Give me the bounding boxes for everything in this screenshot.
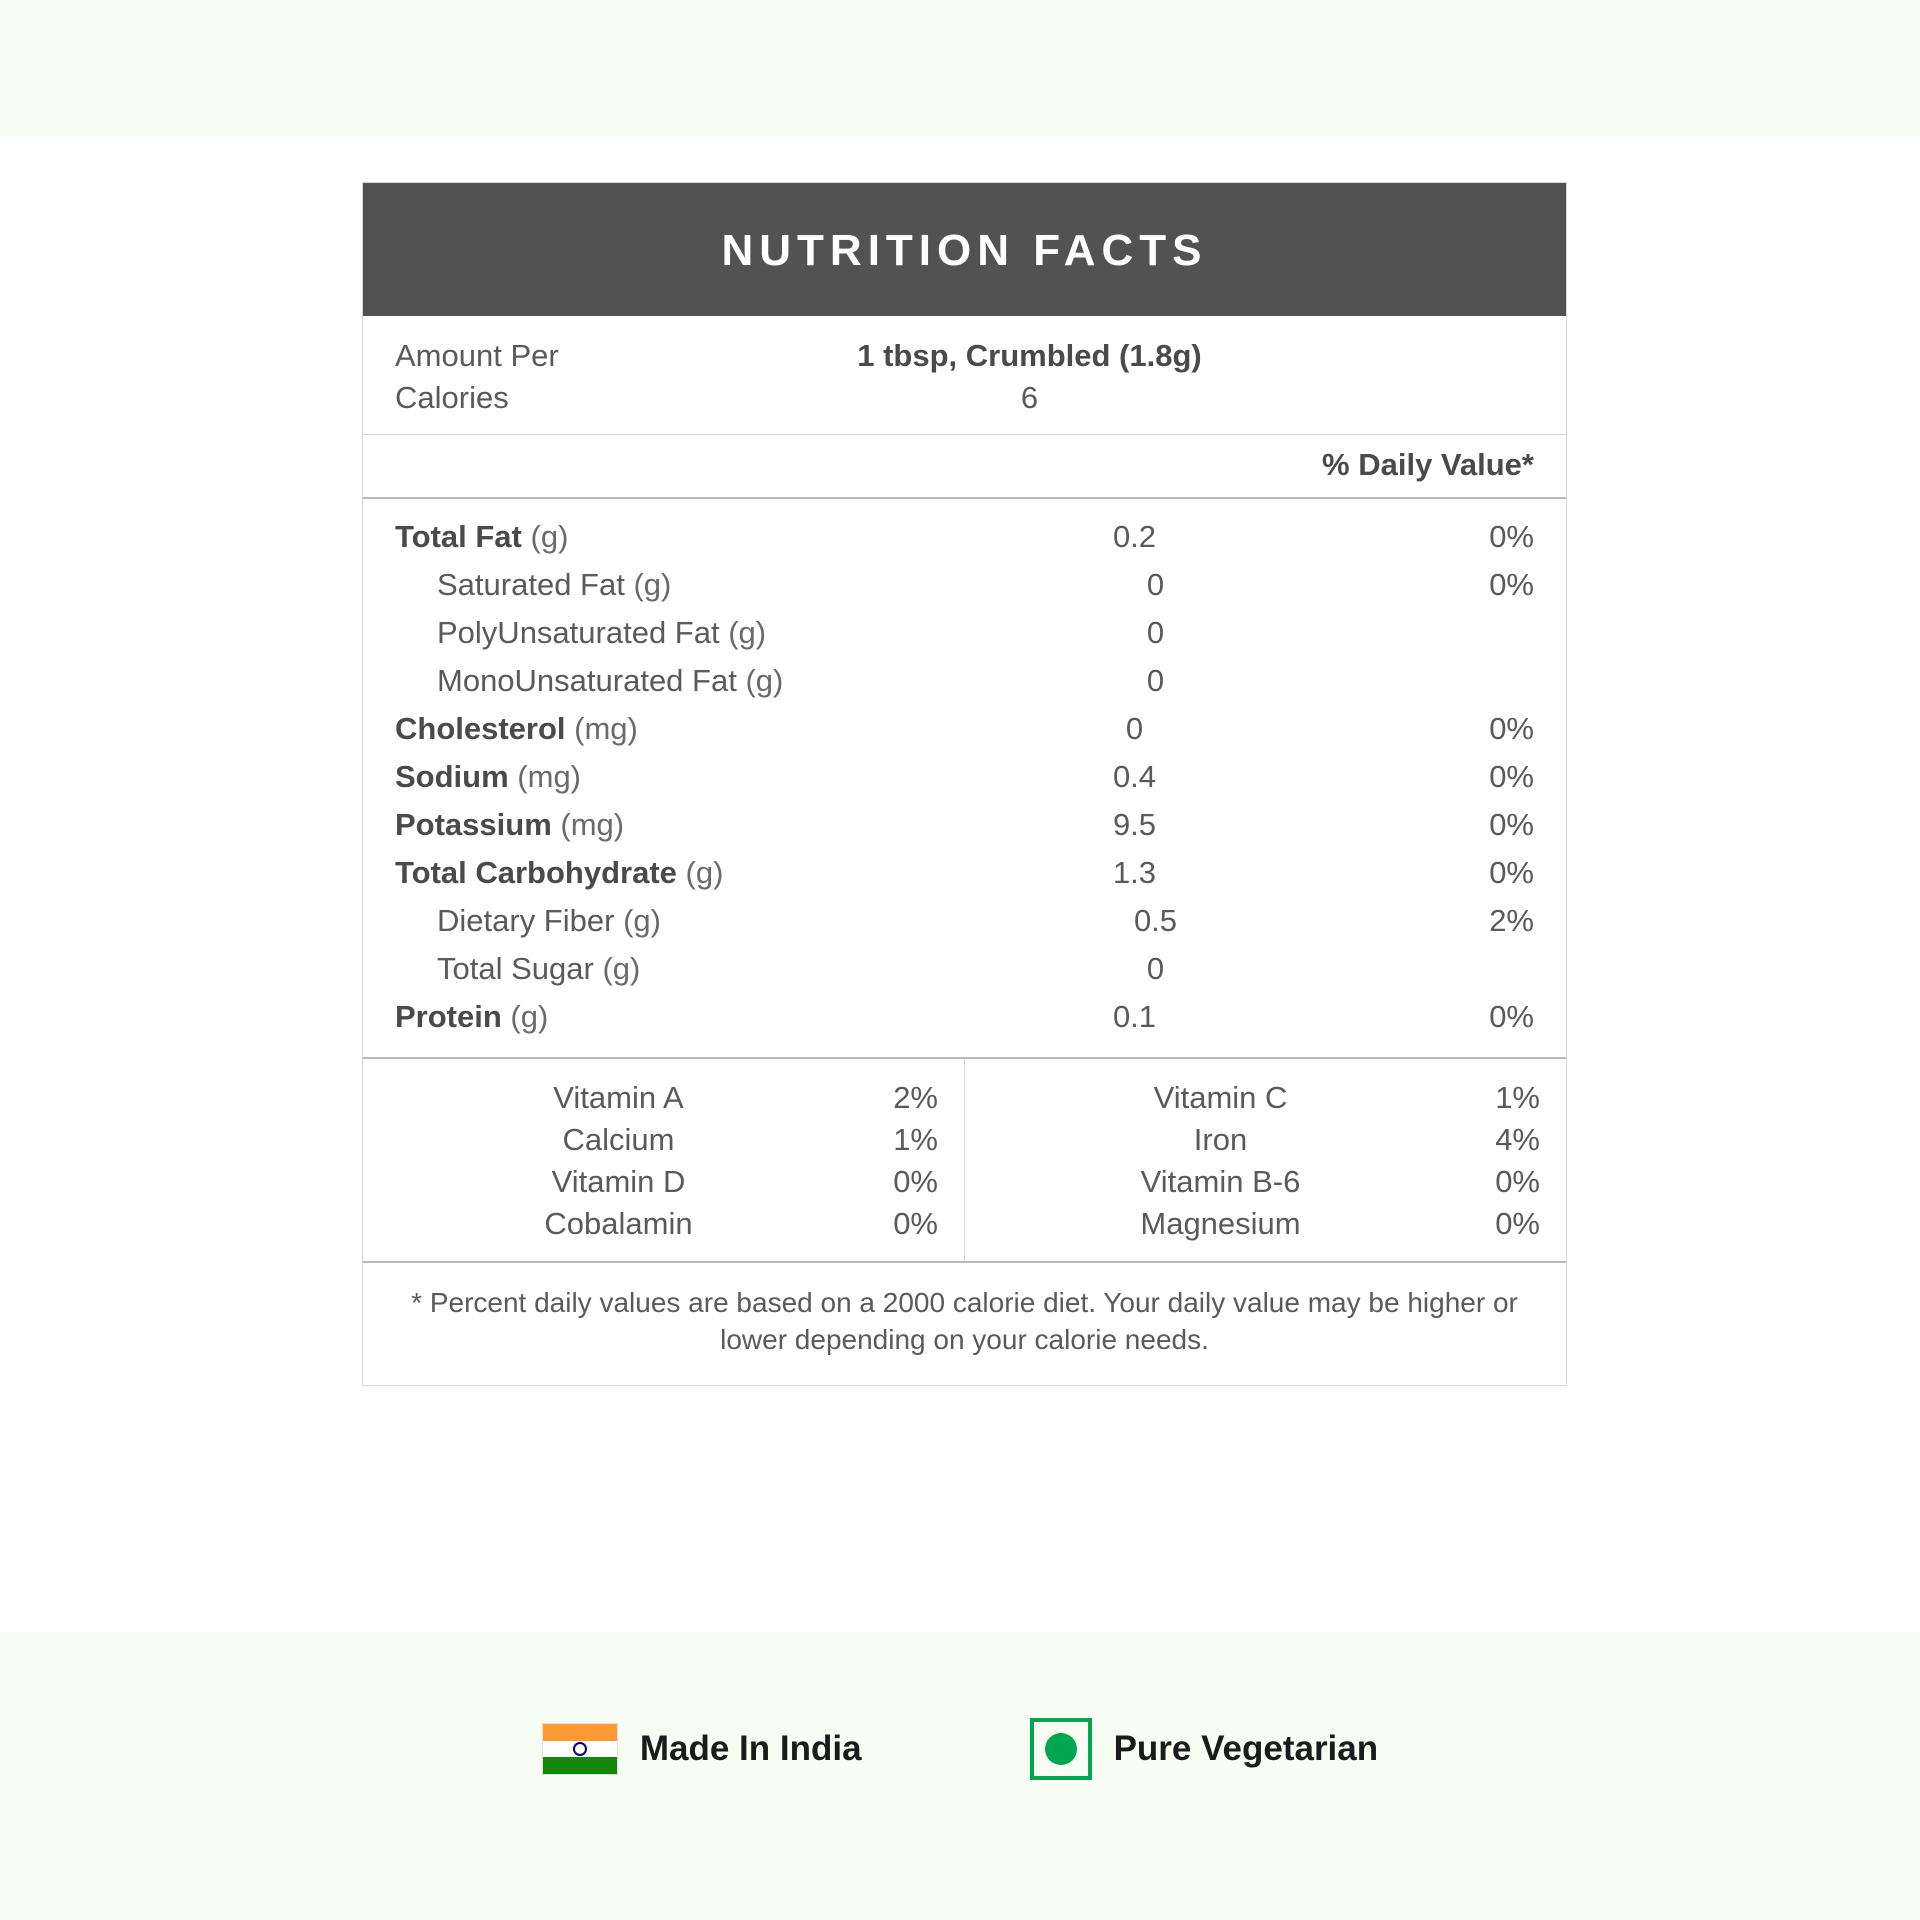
nutrient-name [395, 567, 977, 603]
vitamin-name: Vitamin C [1153, 1080, 1288, 1115]
vitamin-row [389, 1119, 938, 1161]
nutrient-name-text: MonoUnsaturated Fat [437, 663, 737, 698]
nutrient-row [363, 609, 1566, 657]
nutrient-value: 0 [1146, 951, 1165, 986]
badge-row [0, 1718, 1920, 1780]
nutrient-value: 0.5 [1133, 903, 1178, 938]
nutrient-name-text: Protein [395, 999, 502, 1034]
badge-pure-vegetarian [1030, 1718, 1379, 1780]
vitamin-value: 0% [893, 1164, 938, 1199]
vitamin-name: Magnesium [1140, 1206, 1301, 1241]
nutrient-value: 0.2 [1112, 519, 1157, 554]
nutrient-name [395, 903, 977, 939]
vitamins-column-right [965, 1059, 1566, 1261]
calories-value: 6 [1020, 380, 1039, 415]
vitamin-row [991, 1203, 1540, 1245]
nutrient-row [363, 945, 1566, 993]
vitamin-value: 0% [1495, 1164, 1540, 1199]
india-flag-icon [542, 1723, 618, 1775]
vitamin-row [389, 1203, 938, 1245]
daily-value-header: % Daily Value* [363, 434, 1566, 497]
nutrient-unit: (g) [633, 567, 672, 602]
nutrient-row [363, 753, 1566, 801]
nutrient-row [363, 657, 1566, 705]
badge-label: Made In India [639, 1729, 862, 1768]
nutrient-name-text: Cholesterol [395, 711, 566, 746]
nutrient-value: 0 [1146, 567, 1165, 602]
nutrient-dv: 2% [1489, 903, 1534, 938]
vitamins-section [363, 1057, 1566, 1261]
nutrient-name [395, 711, 935, 747]
vitamin-row [389, 1077, 938, 1119]
nutrient-unit: (g) [623, 903, 661, 938]
nutrient-unit: (g) [745, 663, 784, 698]
daily-value-footnote: * Percent daily values are based on a 2000 calorie diet. Your daily value may be higher or lower depending on your calorie needs. [363, 1261, 1566, 1385]
nutrient-name [395, 999, 935, 1035]
badge-label: Pure Vegetarian [1113, 1729, 1379, 1768]
nutrient-name-text: Total Sugar [437, 951, 594, 986]
nutrient-name-text: Dietary Fiber [437, 903, 615, 938]
nutrient-name [395, 855, 935, 891]
nutrient-row [363, 561, 1566, 609]
nutrient-value: 0 [1125, 711, 1144, 746]
panel-title: NUTRITION FACTS [363, 183, 1566, 316]
nutrient-value: 1.3 [1112, 855, 1157, 890]
nutrient-row [363, 993, 1566, 1041]
nutrient-value: 0 [1146, 615, 1165, 650]
vitamin-value: 0% [893, 1206, 938, 1241]
nutrient-row [363, 849, 1566, 897]
vitamin-name: Vitamin A [553, 1080, 684, 1115]
vitamin-row [389, 1161, 938, 1203]
nutrient-value: 0.1 [1112, 999, 1157, 1034]
nutrient-name-text: Potassium [395, 807, 552, 842]
vitamin-name: Vitamin D [551, 1164, 686, 1199]
nutrient-value: 0 [1146, 663, 1165, 698]
nutrition-facts-panel [362, 182, 1567, 1386]
nutrient-dv: 0% [1489, 855, 1534, 890]
vitamin-value: 4% [1495, 1122, 1540, 1157]
nutrient-name [395, 615, 977, 651]
vitamin-value: 1% [893, 1122, 938, 1157]
nutrient-name [395, 951, 977, 987]
amount-per-label: Amount Per [395, 338, 559, 373]
vitamin-row [991, 1119, 1540, 1161]
vitamins-column-left [363, 1059, 965, 1261]
vitamin-row [991, 1077, 1540, 1119]
vitamin-name: Iron [1193, 1122, 1248, 1157]
badge-made-in-india [542, 1723, 862, 1775]
nutrient-name [395, 663, 977, 699]
nutrient-dv: 0% [1489, 519, 1534, 554]
pure-veg-mark-icon [1030, 1718, 1092, 1780]
nutrient-dv: 0% [1489, 759, 1534, 794]
nutrient-unit: (g) [685, 855, 724, 890]
vitamin-value: 2% [893, 1080, 938, 1115]
nutrient-name-text: Sodium [395, 759, 509, 794]
nutrient-row [363, 705, 1566, 753]
nutrient-name [395, 519, 935, 555]
nutrient-row [363, 801, 1566, 849]
nutrient-name-text: Total Carbohydrate [395, 855, 677, 890]
nutrient-dv: 0% [1489, 711, 1534, 746]
nutrient-unit: (g) [602, 951, 641, 986]
nutrient-name-text: Total Fat [395, 519, 522, 554]
vitamin-name: Vitamin B-6 [1140, 1164, 1301, 1199]
nutrient-unit: (mg) [560, 807, 625, 842]
vitamin-value: 1% [1495, 1080, 1540, 1115]
nutrient-dv: 0% [1489, 567, 1534, 602]
nutrient-name-text: PolyUnsaturated Fat [437, 615, 720, 650]
nutrient-unit: (g) [728, 615, 767, 650]
nutrient-row [363, 897, 1566, 945]
nutrient-unit: (g) [530, 519, 569, 554]
nutrient-name [395, 759, 935, 795]
vitamin-value: 0% [1495, 1206, 1540, 1241]
nutrient-unit: (mg) [517, 759, 582, 794]
nutrient-value: 0.4 [1112, 759, 1157, 794]
nutrient-dv: 0% [1489, 807, 1534, 842]
serving-info [363, 316, 1566, 434]
nutrient-list [363, 497, 1566, 1057]
nutrient-dv: 0% [1489, 999, 1534, 1034]
vitamin-row [991, 1161, 1540, 1203]
nutrient-name [395, 807, 935, 843]
nutrient-name-text: Saturated Fat [437, 567, 625, 602]
nutrient-unit: (mg) [574, 711, 638, 746]
vitamin-name: Cobalamin [544, 1206, 693, 1241]
nutrient-value: 9.5 [1112, 807, 1157, 842]
vitamin-name: Calcium [562, 1122, 675, 1157]
nutrient-unit: (g) [510, 999, 549, 1034]
calories-label: Calories [395, 380, 509, 415]
nutrient-row [363, 513, 1566, 561]
serving-size-value: 1 tbsp, Crumbled (1.8g) [857, 338, 1202, 373]
